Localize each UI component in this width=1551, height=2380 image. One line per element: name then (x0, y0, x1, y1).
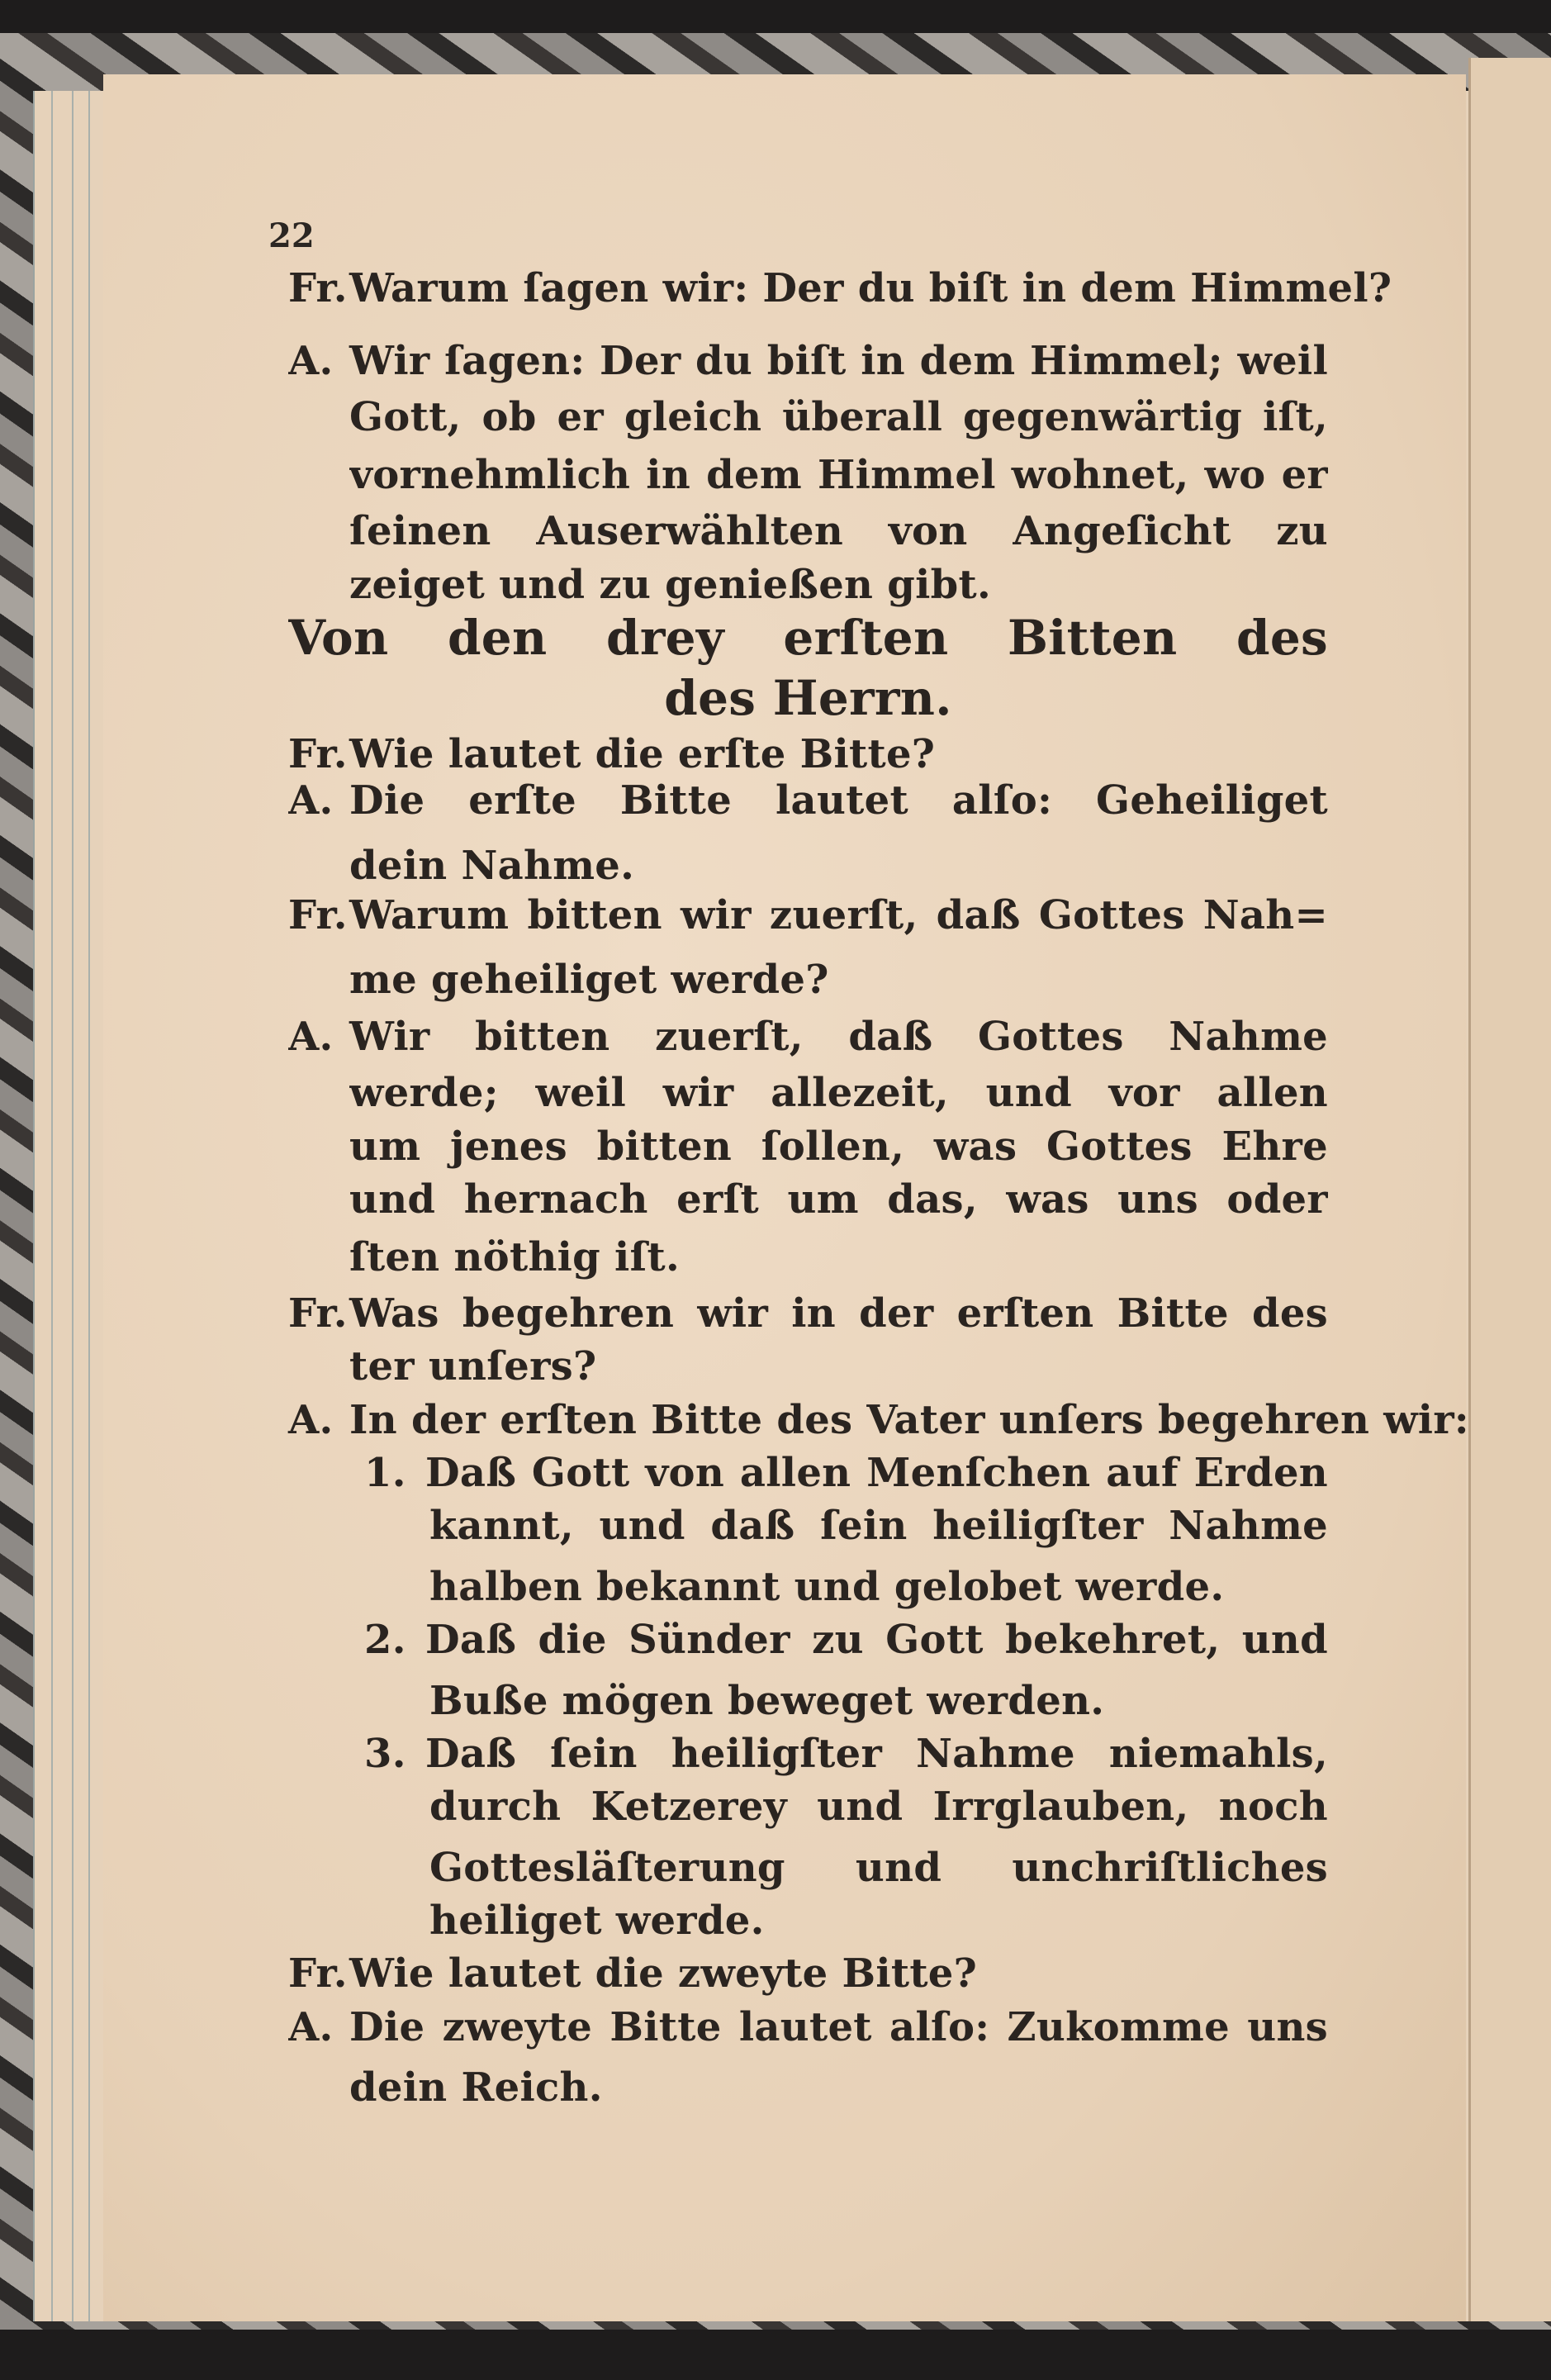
line-text: Was begehren wir in der erſten Bitte des (349, 1290, 1328, 1337)
line-text: Die zweyte Bitte lautet alſo: Zukomme uns (349, 2004, 1328, 2050)
list-item-label: 3. (364, 1731, 406, 1777)
answer-label: A. (288, 1397, 334, 1443)
line-text: In der erſten Bitte des Vater unſers begehren wir: (349, 1397, 1469, 1443)
line-text: Daß ſein heiligſter Nahme niemahls, (425, 1731, 1328, 1777)
question-line (288, 1289, 1328, 1338)
answer-line (349, 1233, 1328, 1282)
line-text: Gott, ob er gleich überall gegenwärtig iſt, (349, 394, 1328, 440)
answer-line (349, 1068, 1328, 1118)
line-text: dein Reich. (349, 2064, 603, 2111)
question-label: Fr. (288, 731, 348, 777)
list-item-line (429, 1896, 1328, 1945)
list-item-line (364, 1615, 1328, 1665)
question-line (349, 955, 1328, 1005)
line-text: Wie lautet die zweyte Bitte? (349, 1950, 978, 1997)
answer-line (288, 776, 1328, 825)
heading-line (288, 609, 1328, 667)
line-text: zeiget und zu genießen gibt. (349, 562, 991, 608)
line-text: Wir ſagen: Der du biſt in dem Himmel; weil (349, 338, 1328, 384)
question-label: Fr. (288, 1290, 348, 1337)
line-text: Warum ſagen wir: Der du biſt in dem Himmel? (349, 265, 1392, 311)
line-text: Gottesläſterung und unchriſtliches (429, 1845, 1328, 1891)
list-item-label: 2. (364, 1617, 406, 1663)
line-text: Daß Gott von allen Menſchen auf Erden (425, 1450, 1328, 1496)
answer-label: A. (288, 1014, 334, 1060)
answer-line (349, 841, 1328, 891)
line-text: durch Ketzerey und Irrglauben, noch (429, 1784, 1328, 1830)
answer-line (349, 1175, 1328, 1224)
line-text: Buße mögen beweget werden. (429, 1678, 1105, 1724)
answer-line (288, 1012, 1328, 1062)
answer-label: A. (288, 2004, 334, 2050)
list-item-line (364, 1448, 1328, 1498)
answer-line (288, 2002, 1328, 2052)
answer-line (288, 1395, 1469, 1445)
line-text: ſten nöthig iſt. (349, 1234, 681, 1280)
list-item-line (429, 1562, 1328, 1612)
line-text: des Herrn. (664, 670, 952, 726)
answer-line (349, 506, 1328, 556)
answer-label: A. (288, 777, 334, 824)
question-label: Fr. (288, 265, 348, 311)
list-item-line (429, 1843, 1328, 1893)
list-item-line (429, 1501, 1328, 1551)
question-line (288, 1949, 1328, 1998)
answer-line (288, 336, 1328, 386)
line-text: kannt, und daß ſein heiligſter Nahme (429, 1503, 1328, 1549)
list-item-line (429, 1676, 1328, 1726)
answer-line (349, 1122, 1328, 1171)
question-line (349, 1342, 1328, 1391)
line-text: vornehmlich in dem Himmel wohnet, wo er (349, 452, 1328, 498)
line-text: Warum bitten wir zuerſt, daß Gottes Nah= (349, 892, 1328, 938)
line-text: Von den drey erſten Bitten des (288, 610, 1328, 666)
answer-line (349, 392, 1328, 442)
line-text: und hernach erſt um das, was uns oder (349, 1176, 1328, 1223)
line-text: Wir bitten zuerſt, daß Gottes Nahme (349, 1014, 1328, 1060)
list-item-line (364, 1729, 1328, 1779)
page-number: 22 (268, 216, 315, 255)
line-text: heiliget werde. (429, 1898, 765, 1944)
question-line (288, 264, 1392, 313)
line-text: Daß die Sünder zu Gott bekehret, und (425, 1617, 1328, 1663)
list-item-line (429, 1782, 1328, 1831)
line-text: Die erſte Bitte lautet alſo: Geheiliget (349, 777, 1328, 824)
list-item-label: 1. (364, 1450, 406, 1496)
answer-line (349, 2063, 1328, 2112)
question-line (288, 729, 1328, 779)
answer-line (349, 450, 1328, 500)
facing-page-edge (1468, 58, 1551, 2321)
line-text: me geheiliget werde? (349, 957, 829, 1003)
line-text: um jenes bitten ſollen, was Gottes Ehre (349, 1123, 1328, 1170)
line-text: ter unſers? (349, 1343, 597, 1390)
answer-line (349, 560, 1328, 610)
line-text: dein Nahme. (349, 843, 635, 889)
answer-label: A. (288, 338, 334, 384)
line-text: Wie lautet die erſte Bitte? (349, 731, 936, 777)
line-text: halben bekannt und gelobet werde. (429, 1564, 1225, 1610)
question-line (288, 891, 1328, 940)
question-label: Fr. (288, 892, 348, 938)
line-text: werde; weil wir allezeit, und vor allen (349, 1070, 1328, 1116)
heading-line (288, 669, 1328, 727)
question-label: Fr. (288, 1950, 348, 1997)
line-text: ſeinen Auserwählten von Angeſicht zu (349, 508, 1328, 554)
